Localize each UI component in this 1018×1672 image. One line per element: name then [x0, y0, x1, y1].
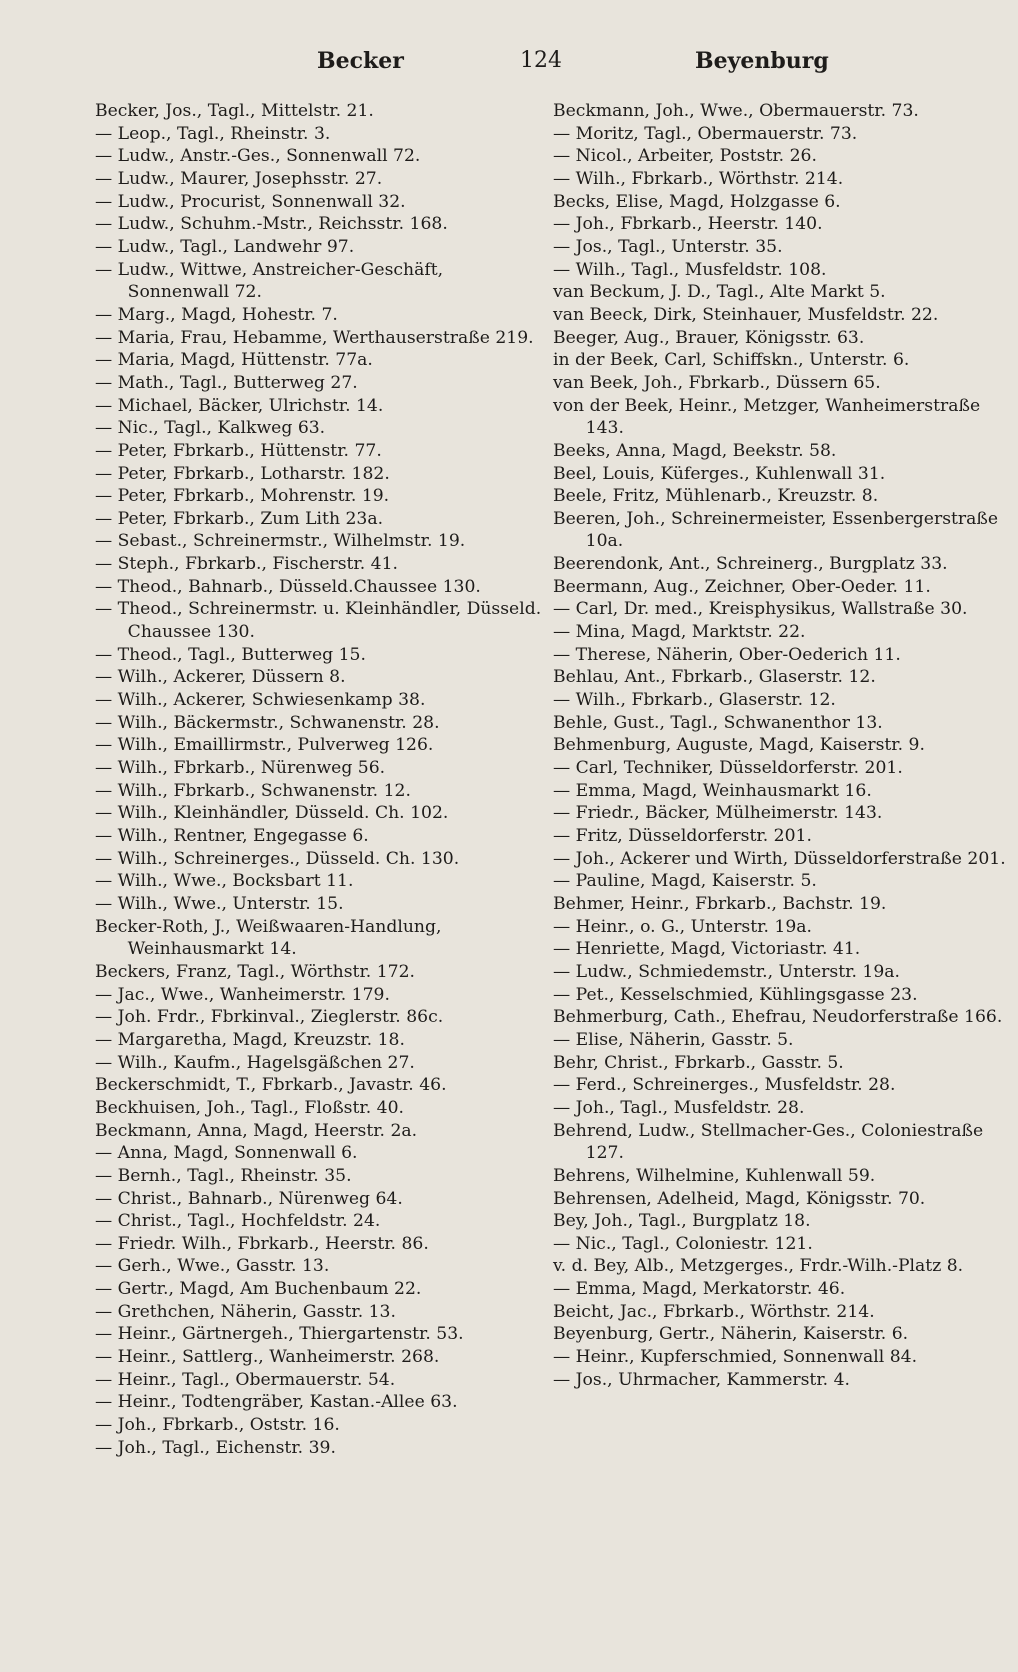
page-number: 124	[520, 48, 562, 73]
directory-entry: — Steph., Fbrkarb., Fischerstr. 41.	[95, 554, 399, 575]
directory-entry: — Joh., Fbrkarb., Oststr. 16.	[95, 1415, 340, 1436]
directory-entry: — Ludw., Anstr.-Ges., Sonnenwall 72.	[95, 146, 421, 167]
directory-entry: — Margaretha, Magd, Kreuzstr. 18.	[95, 1029, 405, 1050]
directory-entry: Beerendonk, Ant., Schreinerg., Burgplatz 33.	[553, 554, 948, 575]
directory-entry: — Sebast., Schreinermstr., Wilhelmstr. 19.	[95, 531, 466, 552]
directory-entry: van Beckum, J. D., Tagl., Alte Markt 5.	[553, 282, 886, 303]
directory-entry: Beckerschmidt, T., Fbrkarb., Javastr. 46.	[95, 1075, 447, 1096]
directory-entry: — Heinr., Gärtnergeh., Thiergartenstr. 53.	[95, 1324, 464, 1345]
directory-entry: Behrens, Wilhelmine, Kuhlenwall 59.	[553, 1165, 876, 1186]
directory-entry: Behlau, Ant., Fbrkarb., Glaserstr. 12.	[553, 667, 876, 688]
directory-entry: — Wilh., Wwe., Unterstr. 15.	[95, 893, 344, 914]
directory-entry: — Ludw., Schmiedemstr., Unterstr. 19a.	[553, 961, 900, 982]
left-column	[95, 100, 542, 1459]
directory-entry: — Wilh., Tagl., Musfeldstr. 108.	[553, 259, 827, 280]
directory-entry: — Joh., Fbrkarb., Heerstr. 140.	[553, 214, 823, 235]
directory-entry: — Heinr., Kupferschmied, Sonnenwall 84.	[553, 1347, 918, 1368]
directory-entry: — Wilh., Ackerer, Düssern 8.	[95, 667, 346, 688]
directory-entry: — Henriette, Magd, Victoriastr. 41.	[553, 939, 861, 960]
directory-entry: — Theod., Schreinermstr. u. Kleinhändler, Düsseld. Chaussee 130.	[95, 599, 542, 643]
directory-entry: — Wilh., Ackerer, Schwiesenkamp 38.	[95, 690, 426, 711]
directory-entry: — Jac., Wwe., Wanheimerstr. 179.	[95, 984, 390, 1005]
directory-entry: von der Beek, Heinr., Metzger, Wanheimerstraße 143.	[553, 395, 981, 439]
directory-entry: Beel, Louis, Küferges., Kuhlenwall 31.	[553, 463, 886, 484]
directory-entry: — Christ., Bahnarb., Nürenweg 64.	[95, 1188, 403, 1209]
directory-entry: — Theod., Tagl., Butterweg 15.	[95, 644, 366, 665]
directory-entry: Beckers, Franz, Tagl., Wörthstr. 172.	[95, 961, 415, 982]
directory-entry: — Heinr., Sattlerg., Wanheimerstr. 268.	[95, 1347, 440, 1368]
directory-entry: Beermann, Aug., Zeichner, Ober-Oeder. 11.	[553, 576, 931, 597]
directory-entry: — Peter, Fbrkarb., Lotharstr. 182.	[95, 463, 390, 484]
directory-entry: — Gertr., Magd, Am Buchenbaum 22.	[95, 1279, 422, 1300]
directory-entry: — Nic., Tagl., Coloniestr. 121.	[553, 1233, 813, 1254]
directory-entry: — Joh., Tagl., Musfeldstr. 28.	[553, 1097, 805, 1118]
directory-entry: in der Beek, Carl, Schiffskn., Unterstr. 6.	[553, 350, 910, 371]
directory-entry: Behr, Christ., Fbrkarb., Gasstr. 5.	[553, 1052, 844, 1073]
directory-entry: — Wilh., Rentner, Engegasse 6.	[95, 826, 369, 846]
header-right-keyword: Beyenburg	[695, 48, 829, 74]
directory-entry: Behle, Gust., Tagl., Schwanenthor 13.	[553, 712, 883, 733]
header-left-keyword: Becker	[317, 48, 404, 74]
directory-entry: Bey, Joh., Tagl., Burgplatz 18.	[553, 1211, 811, 1232]
directory-entry: — Leop., Tagl., Rheinstr. 3.	[95, 123, 331, 144]
directory-entry: — Wilh., Fbrkarb., Wörthstr. 214.	[553, 168, 844, 189]
directory-entry: — Nicol., Arbeiter, Poststr. 26.	[553, 146, 817, 167]
directory-entry: — Heinr., Todtengräber, Kastan.-Allee 63.	[95, 1392, 458, 1413]
directory-entry: — Carl, Techniker, Düsseldorferstr. 201.	[553, 758, 903, 779]
directory-entry: — Wilh., Fbrkarb., Schwanenstr. 12.	[95, 780, 411, 801]
directory-entry: Behmerburg, Cath., Ehefrau, Neudorferstraße 166.	[553, 1007, 1003, 1028]
directory-entry: — Therese, Näherin, Ober-Oederich 11.	[553, 644, 901, 665]
directory-entry: — Nic., Tagl., Kalkweg 63.	[95, 418, 326, 439]
directory-entry: — Bernh., Tagl., Rheinstr. 35.	[95, 1165, 352, 1186]
directory-entry: — Elise, Näherin, Gasstr. 5.	[553, 1029, 794, 1050]
directory-entry: — Carl, Dr. med., Kreisphysikus, Wallstraße 30.	[553, 599, 968, 620]
directory-entry: — Wilh., Bäckermstr., Schwanenstr. 28.	[95, 712, 440, 733]
page-header	[95, 48, 829, 88]
directory-entry: — Maria, Magd, Hüttenstr. 77a.	[95, 350, 373, 371]
directory-entry: — Marg., Magd, Hohestr. 7.	[95, 304, 338, 325]
directory-entry: — Ludw., Maurer, Josephsstr. 27.	[95, 168, 383, 189]
directory-entry: — Ludw., Tagl., Landwehr 97.	[95, 236, 355, 257]
directory-entry: — Grethchen, Näherin, Gasstr. 13.	[95, 1301, 396, 1322]
directory-entry: Beyenburg, Gertr., Näherin, Kaiserstr. 6.	[553, 1324, 909, 1345]
directory-entry: — Ludw., Schuhm.-Mstr., Reichsstr. 168.	[95, 214, 448, 235]
directory-entry: Beicht, Jac., Fbrkarb., Wörthstr. 214.	[553, 1301, 875, 1322]
directory-entry: — Wilh., Emaillirmstr., Pulverweg 126.	[95, 735, 434, 756]
directory-entry: — Ludw., Procurist, Sonnenwall 32.	[95, 191, 406, 212]
directory-entry: — Christ., Tagl., Hochfeldstr. 24.	[95, 1211, 381, 1232]
directory-entry: — Maria, Frau, Hebamme, Werthauserstraße 219.	[95, 327, 534, 348]
directory-entry: — Jos., Uhrmacher, Kammerstr. 4.	[553, 1369, 850, 1390]
directory-entry: Beckhuisen, Joh., Tagl., Floßstr. 40.	[95, 1097, 404, 1118]
directory-entry: Becks, Elise, Magd, Holzgasse 6.	[553, 191, 841, 212]
directory-entry: — Gerh., Wwe., Gasstr. 13.	[95, 1256, 330, 1277]
directory-entry: — Moritz, Tagl., Obermauerstr. 73.	[553, 123, 858, 144]
directory-entry: — Pet., Kesselschmied, Kühlingsgasse 23.	[553, 984, 918, 1005]
directory-entry: — Peter, Fbrkarb., Hüttenstr. 77.	[95, 440, 382, 461]
directory-entry: Beckmann, Anna, Magd, Heerstr. 2a.	[95, 1120, 418, 1141]
directory-entry: — Ferd., Schreinerges., Musfeldstr. 28.	[553, 1075, 896, 1096]
directory-entry: — Pauline, Magd, Kaiserstr. 5.	[553, 871, 817, 892]
directory-entry: — Wilh., Kleinhändler, Düsseld. Ch. 102.	[95, 803, 449, 824]
right-column	[553, 100, 1006, 1391]
directory-entry: — Michael, Bäcker, Ulrichstr. 14.	[95, 395, 384, 416]
directory-entry: — Wilh., Fbrkarb., Nürenweg 56.	[95, 758, 386, 779]
directory-entry: v. d. Bey, Alb., Metzgerges., Frdr.-Wilh.-Platz 8.	[553, 1256, 964, 1277]
directory-entry: Beckmann, Joh., Wwe., Obermauerstr. 73.	[553, 101, 919, 121]
directory-entry: — Jos., Tagl., Unterstr. 35.	[553, 236, 783, 257]
directory-entry: Behrensen, Adelheid, Magd, Königsstr. 70.	[553, 1188, 926, 1209]
directory-entry: Behmer, Heinr., Fbrkarb., Bachstr. 19.	[553, 893, 887, 914]
directory-entry: — Fritz, Düsseldorferstr. 201.	[553, 826, 812, 846]
directory-entry: — Wilh., Fbrkarb., Glaserstr. 12.	[553, 690, 836, 711]
directory-entry: — Joh., Tagl., Eichenstr. 39.	[95, 1437, 336, 1458]
directory-entry: Beele, Fritz, Mühlenarb., Kreuzstr. 8.	[553, 486, 879, 507]
directory-entry: — Peter, Fbrkarb., Mohrenstr. 19.	[95, 486, 390, 507]
directory-entry: Behrend, Ludw., Stellmacher-Ges., Coloniestraße 127.	[553, 1120, 984, 1164]
directory-entry: Beeren, Joh., Schreinermeister, Essenbergerstraße 10a.	[553, 508, 999, 552]
directory-entry: Behmenburg, Auguste, Magd, Kaiserstr. 9.	[553, 735, 925, 756]
directory-entry: — Wilh., Kaufm., Hagelsgäßchen 27.	[95, 1052, 415, 1073]
directory-entry: Becker-Roth, J., Weißwaaren-Handlung, Weinhausmarkt 14.	[95, 916, 442, 960]
directory-entry: van Beek, Joh., Fbrkarb., Düssern 65.	[553, 372, 881, 393]
directory-entry: — Heinr., o. G., Unterstr. 19a.	[553, 916, 812, 937]
directory-entry: van Beeck, Dirk, Steinhauer, Musfeldstr. 22.	[553, 304, 939, 325]
directory-entry: Beeger, Aug., Brauer, Königsstr. 63.	[553, 327, 865, 348]
directory-entry: — Joh. Frdr., Fbrkinval., Zieglerstr. 86c.	[95, 1007, 444, 1028]
directory-entry: — Ludw., Wittwe, Anstreicher-Geschäft, Sonnenwall 72.	[95, 259, 444, 303]
directory-entry: Beeks, Anna, Magd, Beekstr. 58.	[553, 440, 837, 461]
directory-entry: — Friedr., Bäcker, Mülheimerstr. 143.	[553, 803, 883, 824]
directory-entry: — Wilh., Schreinerges., Düsseld. Ch. 130.	[95, 848, 460, 869]
directory-entry: — Emma, Magd, Merkatorstr. 46.	[553, 1279, 846, 1300]
directory-entry: — Emma, Magd, Weinhausmarkt 16.	[553, 780, 872, 801]
directory-entry: — Mina, Magd, Marktstr. 22.	[553, 622, 806, 643]
directory-entry: — Theod., Bahnarb., Düsseld.Chaussee 130.	[95, 576, 481, 597]
directory-entry: Becker, Jos., Tagl., Mittelstr. 21.	[95, 101, 374, 121]
directory-entry: — Joh., Ackerer und Wirth, Düsseldorferstraße 201.	[553, 848, 1006, 869]
directory-entry: — Peter, Fbrkarb., Zum Lith 23a.	[95, 508, 384, 529]
directory-entry: — Friedr. Wilh., Fbrkarb., Heerstr. 86.	[95, 1233, 429, 1254]
directory-entry: — Anna, Magd, Sonnenwall 6.	[95, 1143, 358, 1164]
directory-entry: — Math., Tagl., Butterweg 27.	[95, 372, 358, 393]
directory-entry: — Heinr., Tagl., Obermauerstr. 54.	[95, 1369, 396, 1390]
directory-entry: — Wilh., Wwe., Bocksbart 11.	[95, 871, 354, 892]
